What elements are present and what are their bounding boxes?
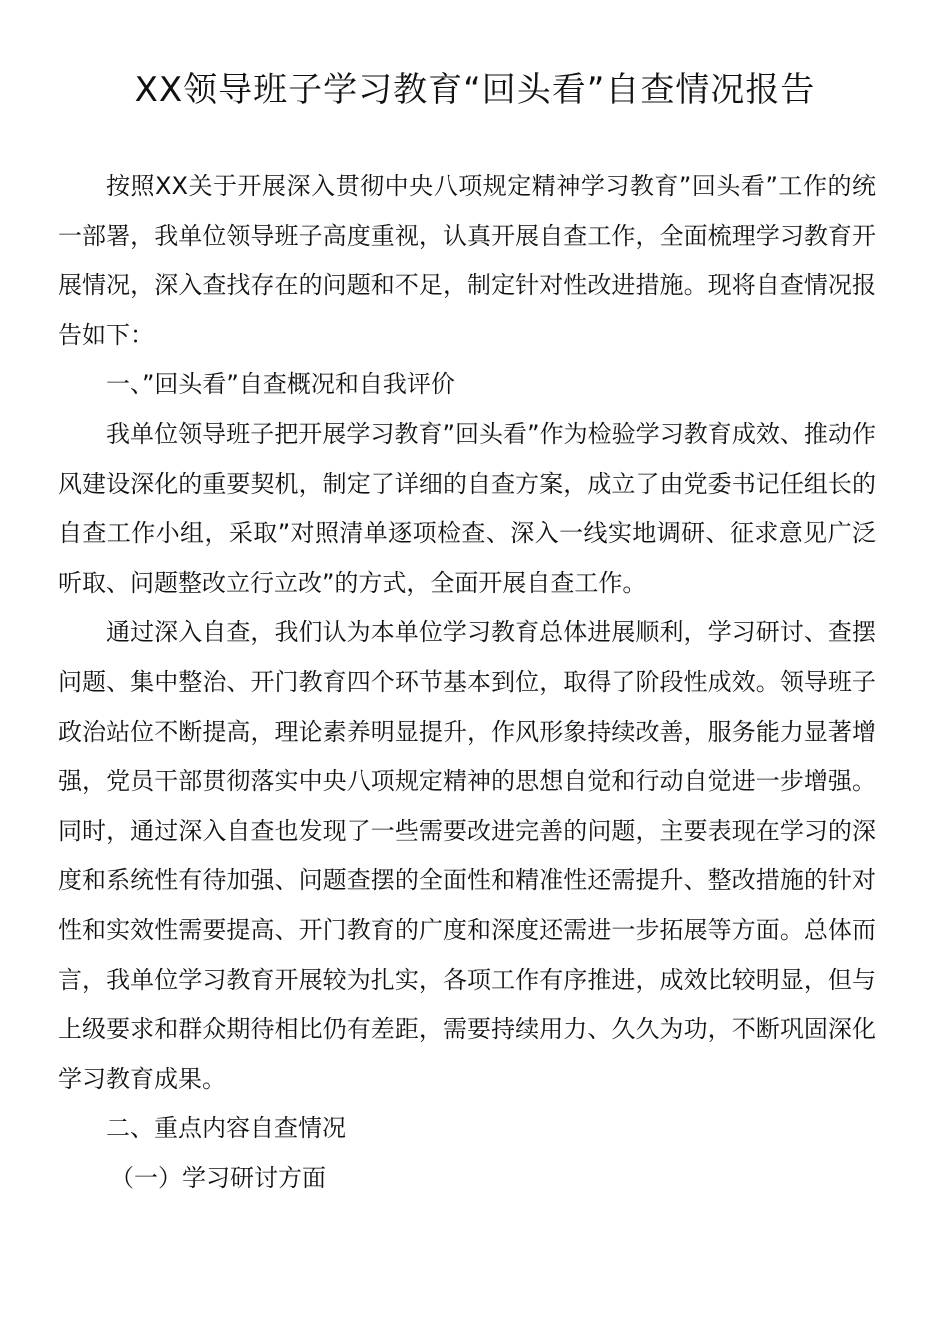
section-heading-2: 二、重点内容自查情况	[106, 1114, 346, 1143]
intro-paragraph: 按照XX关于开展深入贯彻中央八项规定精神学习教育”回头看”工作的统一部署，我单位领导班子高度重视，认真开展自查工作，全面梳理学习教育开展情况，深入查找存在的问题和不足，制定针对性改进措施。现将自查情况报告如下：	[58, 172, 876, 349]
evaluation-paragraph: 通过深入自查，我们认为本单位学习教育总体进展顺利，学习研讨、查摆问题、集中整治、开门教育四个环节基本到位，取得了阶段性成效。领导班子政治站位不断提高，理论素养明显提升，作风形象持续改善，服务能力显著增强，党员干部贯彻落实中央八项规定精神的思想自觉和行动自觉进一步增强。同时，通过深入自查也发现了一些需要改进完善的问题，主要表现在学习的深度和系统性有待加强、问题查摆的全面性和精准性还需提升、整改措施的针对性和实效性需要提高、开门教育的广度和深度还需进一步拓展等方面。总体而言，我单位学习教育开展较为扎实，各项工作有序推进，成效比较明显，但与上级要求和群众期待相比仍有差距，需要持续用力、久久为功，不断巩固深化学习教育成果。	[58, 618, 876, 1093]
document-body	[58, 162, 876, 1203]
document-title: XX领导班子学习教育“回头看”自查情况报告	[134, 70, 816, 110]
subsection-heading-1: （一）学习研讨方面	[110, 1163, 326, 1192]
overview-paragraph: 我单位领导班子把开展学习教育”回头看”作为检验学习教育成效、推动作风建设深化的重要契机，制定了详细的自查方案，成立了由党委书记任组长的自查工作小组，采取”对照清单逐项检查、深入一线实地调研、征求意见广泛听取、问题整改立行立改”的方式，全面开展自查工作。	[58, 419, 876, 597]
section-heading-1: 一、”回头看”自查概况和自我评价	[106, 370, 455, 399]
